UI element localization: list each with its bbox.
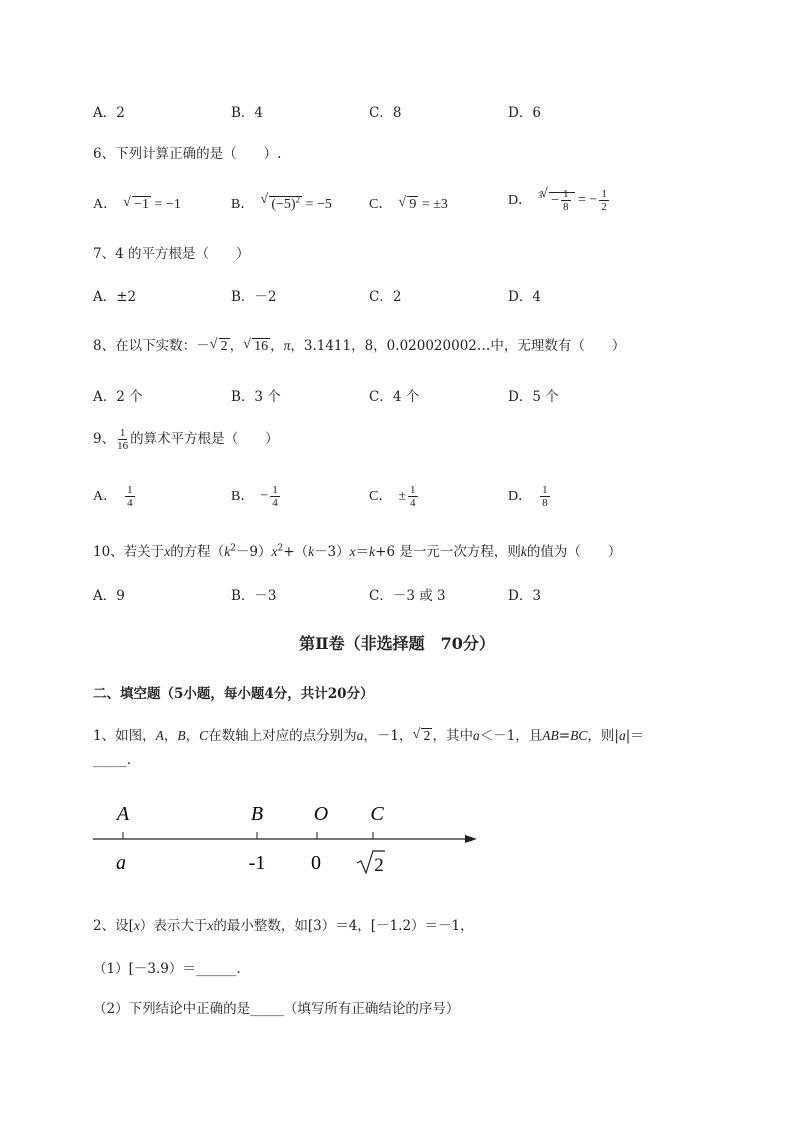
q9-stem-post: 的算术平方根是（ ） <box>130 431 279 447</box>
sqrt-symbol <box>398 197 418 213</box>
var-B: B <box>177 728 186 743</box>
q6-d-denominator: 8 <box>563 201 569 213</box>
f1-stem <box>93 724 644 745</box>
q6-b-exponent: 2 <box>295 194 301 205</box>
f1-text: 1、如图， <box>93 728 156 744</box>
point-label-o: O <box>313 803 329 825</box>
q9-prefix: 9、 <box>93 431 116 447</box>
sqrt-symbol <box>412 729 432 745</box>
q9-c-denominator: 4 <box>410 497 416 509</box>
q9-fraction <box>117 427 128 452</box>
q9-label-a: A． <box>93 488 118 504</box>
number-line-figure <box>85 795 485 885</box>
q9-b-numerator: 1 <box>272 484 278 496</box>
q8-pi: π <box>283 338 291 353</box>
q6-label-a: A． <box>93 197 118 212</box>
q7-stem: 7、4 的平方根是（ ） <box>93 246 250 262</box>
var-k: k <box>308 544 315 559</box>
q6-option-a <box>93 193 181 213</box>
section2-heading: 二、填空题（5小题，每小题4分，共计20分） <box>93 686 374 702</box>
q5-option-a: A．2 <box>93 105 125 121</box>
q9-label-d: D． <box>508 488 533 504</box>
q9-option-a <box>93 484 137 509</box>
f1-text: ， <box>163 728 178 744</box>
q10-option-a: A．9 <box>93 588 125 604</box>
var-x: x <box>133 918 140 933</box>
q6-option-b <box>231 193 332 213</box>
f1-radicand: 2 <box>423 729 431 744</box>
q6-d-equals: = − <box>578 192 598 208</box>
q5-option-d: D．6 <box>508 105 541 121</box>
var-a: a <box>356 728 364 743</box>
q10-option-d: D．3 <box>508 588 541 604</box>
f1-text: |＝ <box>625 728 644 744</box>
q8-comma-2: ， <box>270 338 284 354</box>
q8-option-d: D．5 个 <box>508 389 559 405</box>
q10-text: －3） <box>314 544 350 560</box>
var-A: A <box>155 728 164 743</box>
var-x: x <box>349 544 356 559</box>
q9-label-b: B． <box>231 488 255 504</box>
point-label-c: C <box>370 803 384 825</box>
q6-a-rhs: = −1 <box>154 197 181 212</box>
q9-d-denominator: 8 <box>542 497 548 509</box>
sqrt-symbol <box>243 339 270 355</box>
value-label-minus1: -1 <box>248 852 266 874</box>
q6-b-rhs: = −5 <box>305 197 332 212</box>
value-label-sqrt2: 2 <box>374 855 384 876</box>
q6-label-b: B． <box>231 197 255 212</box>
q6-b-radicand: (−5) <box>271 197 296 212</box>
q10-text: ＝ <box>355 544 370 560</box>
f1-answer-blank: _____. <box>93 752 132 768</box>
f1-text: = <box>558 728 571 744</box>
f1-text: ， <box>185 728 200 744</box>
f1-text: ，其中 <box>432 728 473 744</box>
q9-sign-b: − <box>260 488 269 504</box>
q10-option-c: C．－3 或 3 <box>369 588 446 604</box>
f2-text: 的最小整数，如[3）＝4，[－1.2）＝－1， <box>213 918 474 934</box>
q6-d-numerator: 1 <box>563 188 569 200</box>
q9-d-numerator: 1 <box>542 484 548 496</box>
q9-option-c <box>369 484 420 509</box>
sqrt-symbol <box>260 194 302 213</box>
q10-text: +（ <box>283 544 309 560</box>
q10-text: 的值为（ ） <box>526 544 622 560</box>
q9-option-d <box>508 484 552 509</box>
q5-option-b: B．4 <box>231 105 264 121</box>
q5-option-c: C．8 <box>369 105 402 121</box>
q8-option-c: C．4 个 <box>369 389 420 405</box>
q10-text: 10、若关于 <box>93 544 165 560</box>
var-k: k <box>224 544 231 559</box>
q6-d-root-index: 3 <box>538 191 543 201</box>
q9-c-numerator: 1 <box>410 484 416 496</box>
q8-option-a: A．2 个 <box>93 389 143 405</box>
q7-option-b: B．－2 <box>231 289 277 305</box>
q6-option-c <box>369 193 448 213</box>
q6-stem: 6、下列计算正确的是（ ）. <box>93 146 282 162</box>
sqrt-symbol <box>210 339 230 355</box>
f1-text: ，－1， <box>363 728 413 744</box>
part2-title: 第Ⅱ卷（非选择题 70分） <box>299 634 495 653</box>
q6-d-rhs-numerator: 1 <box>601 188 607 200</box>
exponent: 2 <box>230 543 236 554</box>
q8-stem <box>93 334 625 355</box>
q8-radicand-1: 2 <box>220 339 228 354</box>
q10-text: +6 是一元一次方程，则 <box>375 544 521 560</box>
q8-stem-pre: 8、在以下实数：－ <box>93 338 210 354</box>
var-a: a <box>618 728 626 743</box>
point-label-a: A <box>116 803 130 825</box>
q7-option-d: D．4 <box>508 289 541 305</box>
q6-label-c: C． <box>369 197 393 212</box>
q8-comma: ， <box>229 338 244 354</box>
f2-part1: （1）[－3.9）＝______. <box>93 961 241 977</box>
q10-text: 的方程（ <box>170 544 225 560</box>
f1-text: ，则| <box>587 728 619 744</box>
q9-option-b <box>231 484 282 509</box>
var-k: k <box>520 544 527 559</box>
q8-option-b: B．3 个 <box>231 389 281 405</box>
var-x: x <box>271 544 278 559</box>
q6-c-radicand: 9 <box>409 197 417 212</box>
q6-c-rhs: = ±3 <box>421 197 448 212</box>
q9-numerator: 1 <box>119 427 126 439</box>
cube-root-symbol <box>540 188 574 213</box>
var-AB: AB <box>542 728 559 743</box>
q6-d-minus: − <box>551 192 560 208</box>
value-label-0: 0 <box>311 852 321 874</box>
q8-stem-post: ，3.1411，8，0.020020002…中，无理数有（ ） <box>290 338 626 354</box>
q7-option-c: C．2 <box>369 289 402 305</box>
q8-radicand-2: 16 <box>254 339 269 354</box>
q6-d-rhs-denominator: 2 <box>601 201 607 213</box>
f1-text: ＜－1，且 <box>479 728 543 744</box>
var-k: k <box>369 544 376 559</box>
q7-option-a: A．±2 <box>93 289 137 305</box>
q9-denominator: 16 <box>117 440 129 452</box>
var-BC: BC <box>570 728 588 743</box>
var-C: C <box>199 728 209 743</box>
q6-label-d: D． <box>508 192 533 208</box>
var-x: x <box>207 918 214 933</box>
q9-b-denominator: 4 <box>272 497 278 509</box>
q10-text: －9） <box>235 544 272 560</box>
q9-a-denominator: 4 <box>127 497 133 509</box>
q9-label-c: C． <box>369 488 393 504</box>
q6-a-radicand: −1 <box>134 197 150 212</box>
value-label-a: a <box>116 852 126 874</box>
q6-option-d <box>508 188 611 213</box>
q10-stem <box>93 540 621 560</box>
f2-part2: （2）下列结论中正确的是_____（填写所有正确结论的序号） <box>93 1001 460 1017</box>
q9-stem <box>93 427 279 452</box>
q10-option-b: B．－3 <box>231 588 277 604</box>
exponent: 2 <box>277 543 284 554</box>
q9-a-numerator: 1 <box>127 484 133 496</box>
sqrt-symbol <box>123 197 151 213</box>
arrow-right-icon <box>465 835 477 843</box>
point-label-b: B <box>250 803 264 825</box>
f1-text: 在数轴上对应的点分别为 <box>208 728 357 744</box>
f2-text: ）表示大于 <box>139 918 208 934</box>
var-a: a <box>472 728 480 743</box>
f2-stem <box>93 914 474 934</box>
var-x: x <box>164 544 171 559</box>
q9-sign-c: ± <box>398 488 407 504</box>
f2-text: 2、设[ <box>93 918 134 934</box>
